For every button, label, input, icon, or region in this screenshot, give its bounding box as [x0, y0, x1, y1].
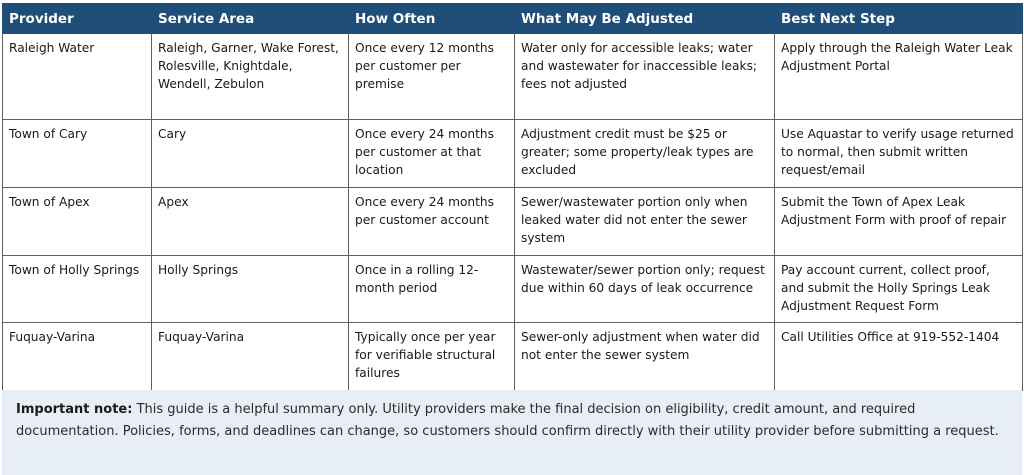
header-how-often: How Often: [349, 4, 515, 34]
cell-what-may-be-adjusted: Wastewater/sewer portion only; request due within 60 days of leak occurrence: [515, 256, 775, 323]
header-provider: Provider: [3, 4, 152, 34]
cell-how-often: Once every 24 months per customer at that location: [349, 120, 515, 188]
header-best-next-step: Best Next Step: [775, 4, 1023, 34]
table-row: [3, 256, 1023, 323]
cell-how-often: Once in a rolling 12-month period: [349, 256, 515, 323]
table-row: [3, 34, 1023, 120]
cell-best-next-step: Apply through the Raleigh Water Leak Adjustment Portal: [775, 34, 1023, 120]
cell-provider: Town of Cary: [3, 120, 152, 188]
cell-best-next-step: Use Aquastar to verify usage returned to normal, then submit written request/email: [775, 120, 1023, 188]
header-service-area: Service Area: [152, 4, 349, 34]
cell-how-often: Once every 24 months per customer account: [349, 188, 515, 256]
important-note-label: Important note:: [16, 402, 133, 417]
header-what-may-be-adjusted: What May Be Adjusted: [515, 4, 775, 34]
cell-what-may-be-adjusted: Sewer-only adjustment when water did not enter the sewer system: [515, 323, 775, 391]
cell-service-area: Holly Springs: [152, 256, 349, 323]
table-row: [3, 323, 1023, 391]
cell-best-next-step: Call Utilities Office at 919-552-1404: [775, 323, 1023, 391]
cell-service-area: Cary: [152, 120, 349, 188]
cell-provider: Raleigh Water: [3, 34, 152, 120]
table-row: [3, 120, 1023, 188]
leak-adjustment-table: [2, 3, 1023, 391]
cell-provider: Town of Holly Springs: [3, 256, 152, 323]
cell-what-may-be-adjusted: Adjustment credit must be $25 or greater; some property/leak types are excluded: [515, 120, 775, 188]
cell-how-often: Once every 12 months per customer per premise: [349, 34, 515, 120]
important-note-box: [2, 390, 1022, 475]
cell-service-area: Fuquay-Varina: [152, 323, 349, 391]
cell-best-next-step: Submit the Town of Apex Leak Adjustment Form with proof of repair: [775, 188, 1023, 256]
leak-adjustment-table-container: [2, 3, 1022, 391]
table-row: [3, 188, 1023, 256]
cell-service-area: Raleigh, Garner, Wake Forest, Rolesville, Knightdale, Wendell, Zebulon: [152, 34, 349, 120]
cell-provider: Fuquay-Varina: [3, 323, 152, 391]
cell-how-often: Typically once per year for verifiable structural failures: [349, 323, 515, 391]
cell-best-next-step: Pay account current, collect proof, and submit the Holly Springs Leak Adjustment Request Form: [775, 256, 1023, 323]
cell-service-area: Apex: [152, 188, 349, 256]
header-row: [3, 4, 1023, 34]
cell-what-may-be-adjusted: Sewer/wastewater portion only when leaked water did not enter the sewer system: [515, 188, 775, 256]
cell-what-may-be-adjusted: Water only for accessible leaks; water and wastewater for inaccessible leaks; fees not adjusted: [515, 34, 775, 120]
important-note-text: This guide is a helpful summary only. Utility providers make the final decision on eligibility, credit amount, and required documentation. Policies, forms, and deadlines can change, so customers should confirm directly with their utility provider before submitting a request.: [16, 402, 999, 439]
cell-provider: Town of Apex: [3, 188, 152, 256]
